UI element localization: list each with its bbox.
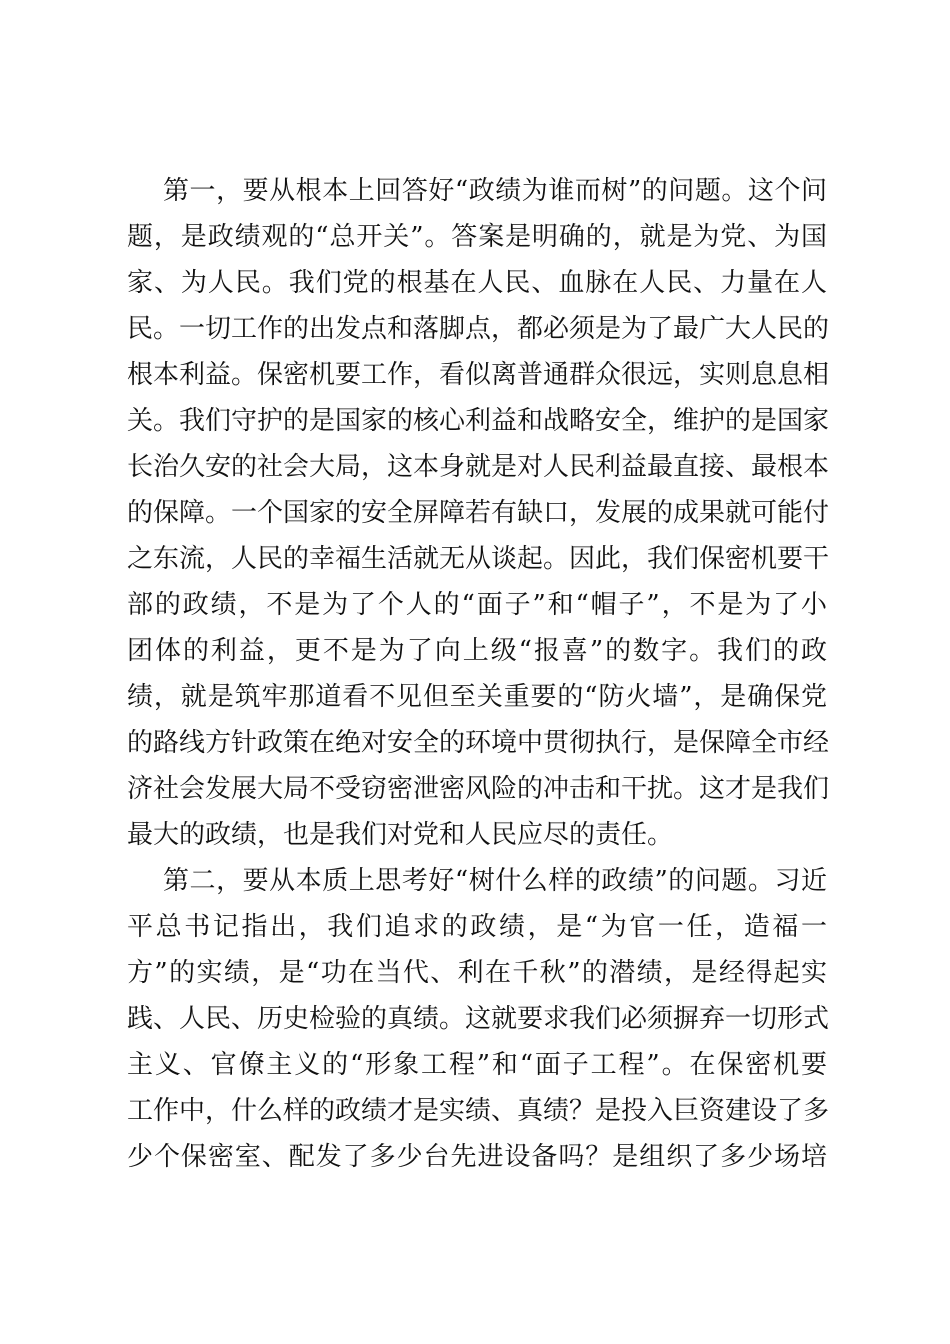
- paragraph-1-line: 长治久安的社会大局，这本身就是对人民利益最直接、最根本: [127, 452, 830, 482]
- paragraph-1-line: 最大的政绩，也是我们对党和人民应尽的责任。: [127, 820, 674, 850]
- paragraph-2-line: 第二，要从本质上思考好“树什么样的政绩”的问题。习近: [163, 866, 827, 896]
- body-text: [127, 168, 830, 1180]
- paragraph-1-line: 部的政绩，不是为了个人的“面子”和“帽子”，不是为了小: [127, 590, 827, 620]
- paragraph-1-line: 题，是政绩观的“总开关”。答案是明确的，就是为党、为国: [127, 222, 827, 252]
- paragraph-2-line: 践、人民、历史检验的真绩。这就要求我们必须摒弃一切形式: [127, 1004, 830, 1034]
- paragraph-2-line: 工作中，什么样的政绩才是实绩、真绩？是投入巨资建设了多: [127, 1096, 830, 1126]
- paragraph-1-line: 之东流，人民的幸福生活就无从谈起。因此，我们保密机要干: [127, 544, 830, 574]
- paragraph-1-line: 第一，要从根本上回答好“政绩为谁而树”的问题。这个问: [163, 176, 827, 206]
- paragraph-1-line: 家、为人民。我们党的根基在人民、血脉在人民、力量在人: [127, 268, 827, 298]
- paragraph-2-line: 少个保密室、配发了多少台先进设备吗？是组织了多少场培: [127, 1142, 827, 1172]
- paragraph-2-line: 平总书记指出，我们追求的政绩，是“为官一任，造福一: [127, 912, 827, 942]
- paragraph-1-line: 团体的利益，更不是为了向上级“报喜”的数字。我们的政: [127, 636, 827, 666]
- paragraph-1-line: 关。我们守护的是国家的核心利益和战略安全，维护的是国家: [127, 406, 830, 436]
- paragraph-1-line: 的路线方针政策在绝对安全的环境中贯彻执行，是保障全市经: [127, 728, 830, 758]
- paragraph-1-line: 根本利益。保密机要工作，看似离普通群众很远，实则息息相: [127, 360, 830, 390]
- paragraph-1-line: 民。一切工作的出发点和落脚点，都必须是为了最广大人民的: [127, 314, 830, 344]
- paragraph-2-line: 主义、官僚主义的“形象工程”和“面子工程”。在保密机要: [127, 1050, 827, 1080]
- paragraph-1-line: 济社会发展大局不受窃密泄密风险的冲击和干扰。这才是我们: [127, 774, 830, 804]
- paragraph-1-line: 绩，就是筑牢那道看不见但至关重要的“防火墙”，是确保党: [127, 682, 827, 712]
- paragraph-2-line: 方”的实绩，是“功在当代、利在千秋”的潜绩，是经得起实: [127, 958, 827, 988]
- paragraph-1-line: 的保障。一个国家的安全屏障若有缺口，发展的成果就可能付: [127, 498, 830, 528]
